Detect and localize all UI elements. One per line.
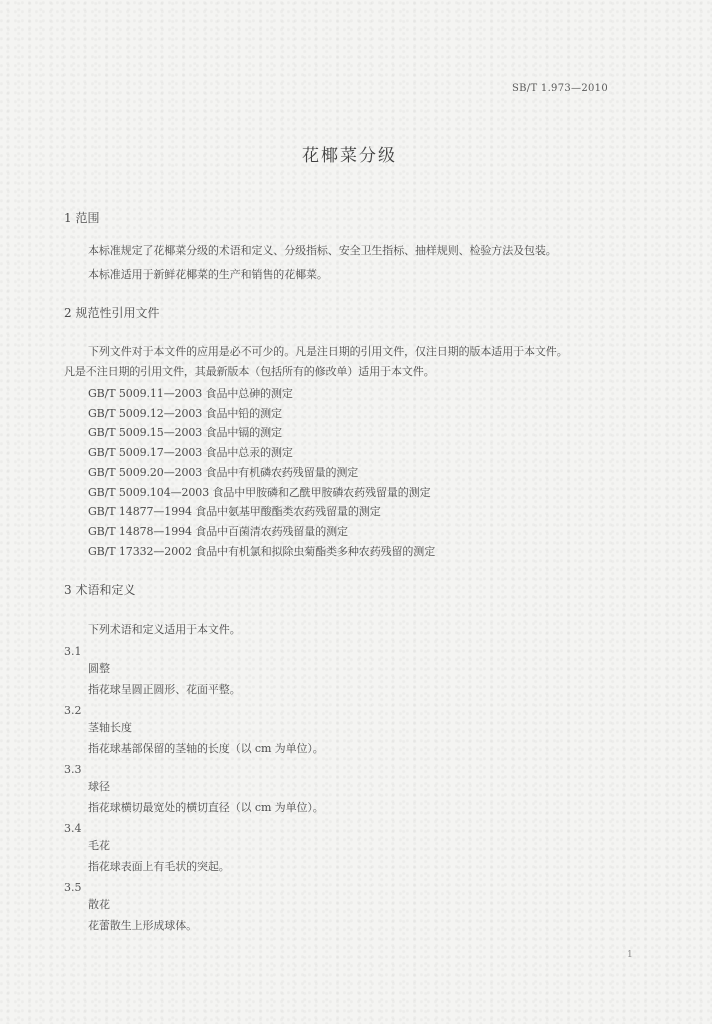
section-1-para-2: 本标准适用于新鲜花椰菜的生产和销售的花椰菜。 <box>88 268 328 281</box>
standard-code: SB/T 1.973—2010 <box>512 83 608 94</box>
document-title: 花椰菜分级 <box>302 146 397 166</box>
term-number: 3.1 <box>64 645 82 658</box>
term-name: 毛花 <box>88 839 110 852</box>
section-3-intro: 下列术语和定义适用于本文件。 <box>88 623 241 636</box>
reference-item: GB/T 14878—1994 食品中百菌清农药残留量的测定 <box>88 525 348 538</box>
term-definition: 指花球表面上有毛状的突起。 <box>88 860 230 873</box>
term-definition: 指花球横切最宽处的横切直径（以 cm 为单位）。 <box>88 801 324 814</box>
reference-item: GB/T 5009.104—2003 食品中甲胺磷和乙酰甲胺磷农药残留量的测定 <box>88 486 431 499</box>
term-number: 3.3 <box>64 763 82 776</box>
term-name: 茎轴长度 <box>88 721 132 734</box>
term-definition: 指花球基部保留的茎轴的长度（以 cm 为单位）。 <box>88 742 324 755</box>
reference-item: GB/T 14877—1994 食品中氨基甲酸酯类农药残留量的测定 <box>88 505 381 518</box>
term-number: 3.2 <box>64 704 82 717</box>
term-name: 圆整 <box>88 662 110 675</box>
term-number: 3.5 <box>64 881 82 894</box>
section-2-heading: 2 规范性引用文件 <box>64 306 160 320</box>
reference-item: GB/T 5009.12—2003 食品中铅的测定 <box>88 407 282 420</box>
section-1-heading: 1 范围 <box>64 211 100 225</box>
section-1-para-1: 本标准规定了花椰菜分级的术语和定义、分级指标、安全卫生指标、抽样规则、检验方法及包装。 <box>88 244 557 257</box>
reference-item: GB/T 5009.15—2003 食品中镉的测定 <box>88 426 282 439</box>
term-number: 3.4 <box>64 822 82 835</box>
reference-item: GB/T 17332—2002 食品中有机氯和拟除虫菊酯类多种农药残留的测定 <box>88 545 436 558</box>
reference-item: GB/T 5009.17—2003 食品中总汞的测定 <box>88 446 293 459</box>
page-number: 1 <box>627 950 633 960</box>
section-2-intro-1: 下列文件对于本文件的应用是必不可少的。凡是注日期的引用文件，仅注日期的版本适用于本文件。 <box>88 345 568 358</box>
term-definition: 花蕾散生上形成球体。 <box>88 919 197 932</box>
term-name: 球径 <box>88 780 110 793</box>
reference-item: GB/T 5009.20—2003 食品中有机磷农药残留量的测定 <box>88 466 359 479</box>
reference-item: GB/T 5009.11—2003 食品中总砷的测定 <box>88 387 293 400</box>
term-definition: 指花球呈圆正圆形、花面平整。 <box>88 683 241 696</box>
section-3-heading: 3 术语和定义 <box>64 583 136 597</box>
term-name: 散花 <box>88 898 110 911</box>
section-2-intro-2: 凡是不注日期的引用文件，其最新版本（包括所有的修改单）适用于本文件。 <box>64 365 435 378</box>
